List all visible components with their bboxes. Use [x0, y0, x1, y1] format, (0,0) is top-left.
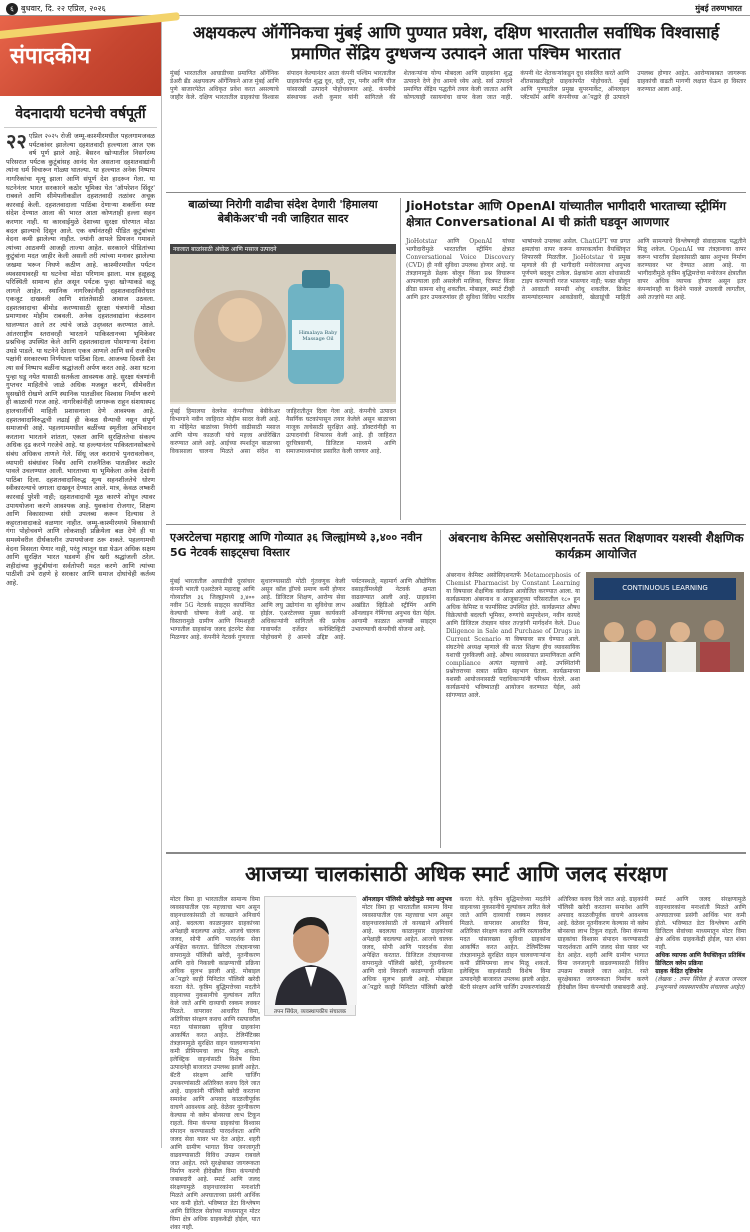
story-headline: आजच्या चालकांसाठी अधिक स्मार्ट आणि जलद संरक्षण	[244, 862, 668, 886]
story-subhead: ऑनलाइन पॉलिसी खरेदीमुळे नवा अनुभव	[362, 896, 452, 903]
story-headline: बाळांच्या निरोगी वाढीचा संदेश देणारी 'हिमालया बेबीकेअर'ची नवी जाहिरात सादर	[188, 198, 378, 225]
story-body: मुंबई हिमालया वेलनेस कंपनीच्या बेबीकेअर विभागाने नवीन जाहिरात मोहीम सादर केली आहे. या मोहिमेत बाळांच्या निरोगी वाढीसाठी मसाज आणि योग्य काळजी यांचे महत्त्व अधोरेखित करण्यात आले आहे. आईच्या स्पर्शातून बाळाच्या विकासाला चालना मिळते असा संदेश या जाहिरातीतून दिला गेला आहे. कंपनीचे उत्पादन नैसर्गिक घटकांपासून तयार केलेले असून बाळाच्या नाजूक त्वचेसाठी सुरक्षित आहे. डॉक्टरांनीही या उत्पादनांची शिफारस केली आहे. ही जाहिरात दूरचित्रवाणी, डिजिटल माध्यमे आणि समाजमाध्यमांवर प्रसारित केली जाणार आहे.	[170, 408, 396, 455]
baby-oil-image	[170, 254, 396, 402]
story-headline: अंबरनाथ केमिस्ट असोसिएशनतर्फे सतत शिक्षणावर यशस्वी शैक्षणिक कार्यक्रम आयोजित	[448, 531, 744, 561]
product-label: Himalaya Baby Massage Oil	[298, 330, 338, 342]
banner-text: CONTINUOUS LEARNING	[622, 584, 708, 592]
event-photo	[586, 572, 744, 672]
column-rule	[400, 198, 401, 520]
column-rule	[440, 530, 441, 848]
divider	[166, 192, 746, 193]
story-body-col1: मोटर विमा हा भारतातील सामान्य विमा व्यवसायातील एक महत्त्वाचा भाग असून वाहनधारकांसाठी तो कायद्याने अनिवार्य आहे. बदलत्या काळानुसार ग्राहकांच्या अपेक्षाही बदलल्या आहेत. आजचे चालक जलद, सोपी आणि पारदर्शक सेवा अपेक्षित करतात. डिजिटल तंत्रज्ञानाच्या वापरामुळे पॉलिसी खरेदी, नूतनीकरण आणि दावे निकाली काढण्याची प्रक्रिया अधिक सुलभ झाली आहे. मोबाइल अॅपद्वारे काही मिनिटांत पॉलिसी खरेदी करता येते. कृत्रिम बुद्धिमत्तेच्या मदतीने वाहनाच्या नुकसानीचे मूल्यांकन त्वरित केले जाते आणि दाव्याची रक्कम लवकर मिळते. वापरावर आधारित विमा, अतिरिक्त संरक्षण कवच आणि रस्त्यावरील मदत यांसारख्या सुविधा ग्राहकांना आकर्षित करत आहेत. टेलिमॅटिक्स तंत्रज्ञानामुळे सुरक्षित वाहन चालवणाऱ्यांना कमी प्रीमियमचा लाभ मिळू शकतो. इलेक्ट्रिक वाहनांसाठी विशेष विमा उत्पादनेही बाजारात उपलब्ध झाली आहेत. बॅटरी संरक्षण आणि चार्जिंग उपकरणांसाठी अतिरिक्त कवच दिले जात आहे. ग्राहकांनी पॉलिसी खरेदी करताना समावेश आणि अपवाद काळजीपूर्वक वाचणे आवश्यक आहे. वेळेवर नूतनीकरण केल्यास नो क्लेम बोनसचा लाभ टिकून राहतो. विमा कंपन्या ग्राहकांचा विश्वास संपादन करण्यासाठी पारदर्शकता आणि जलद सेवा यावर भर देत आहेत. शहरी आणि ग्रामीण भागात विमा जनजागृती वाढवण्यासाठी विविध उपक्रम राबवले जात आहेत. रस्ते सुरक्षेबाबत जागरूकता निर्माण करणे हीदेखील विमा कंपन्यांची जबाबदारी आहे. स्मार्ट आणि जलद संरक्षणामुळे वाहनधारकांना मनःशांती मिळते आणि अपघाताच्या प्रसंगी आर्थिक भार कमी होतो. भविष्यात डेटा विश्लेषण आणि डिजिटल सेवांच्या माध्यमातून मोटर विमा क्षेत्र अधिक ग्राहककेंद्री होईल, यात शंका नाही.	[170, 896, 260, 1231]
page-header	[0, 0, 750, 16]
story-subhead: अधिक व्यापक आणि वैयक्तिकृत प्रतिबिंब	[655, 952, 745, 959]
author-photo	[264, 896, 356, 1016]
story-body: JioHotstar आणि OpenAI यांच्या भागीदारीमुळे भारतातील स्ट्रीमिंग क्षेत्रात Conversational Voice Discovery (CVD) ही नवी सुविधा उपलब्ध होणार आहे. या तंत्रज्ञानामुळे प्रेक्षक बोलून किंवा प्रश्न विचारून आपल्याला हवी असलेली मालिका, चित्रपट किंवा क्रीडा सामना शोधू शकतील. मोबाइल, स्मार्ट टीव्ही आणि इतर उपकरणांवर ही सुविधा विविध भारतीय भाषांमध्ये उपलब्ध असेल. ChatGPT च्या प्रगत क्षमतांचा वापर करून वापरकर्त्यांना वैयक्तिकृत शिफारसी मिळतील. JioHotstar चे प्रमुख म्हणाले की ही भागीदारी मनोरंजनाचा अनुभव पूर्णपणे बदलून टाकेल. प्रेक्षकांना आता शोधासाठी टाइप करण्याची गरज भासणार नाही; फक्त बोलून ते आवडती सामग्री शोधू शकतील. क्रिकेट सामन्यांदरम्यान आकडेवारी, खेळाडूंची माहिती आणि सामन्याचे विश्लेषणही संवादात्मक पद्धतीने मिळू शकेल. OpenAI च्या तंत्रज्ञानाचा वापर करून भारतीय प्रेक्षकांसाठी खास अनुभव निर्माण करण्यावर भर देण्यात आला आहे. या भागीदारीमुळे कृत्रिम बुद्धिमत्तेचा मनोरंजन क्षेत्रातील वापर अधिक व्यापक होणार असून इतर कंपन्यांनाही या दिशेने पावले उचलावी लागतील, असे तज्ज्ञांचे मत आहे.	[406, 238, 746, 301]
portrait-image	[265, 897, 357, 1005]
author-caption: तपन सिंघेल, व्यवस्थापकीय संचालक	[273, 1009, 347, 1015]
drop-cap: २२	[6, 129, 27, 153]
main-content	[166, 16, 750, 1231]
story-body: मोटर विमा हा भारतातील सामान्य विमा व्यवसायातील एक महत्त्वाचा भाग असून वाहनधारकांसाठी तो कायद्याने अनिवार्य आहे. बदलत्या काळानुसार ग्राहकांच्या अपेक्षाही बदलल्या आहेत. आजचे चालक जलद, सोपी आणि पारदर्शक सेवा अपेक्षित करतात. डिजिटल तंत्रज्ञानाच्या वापरामुळे पॉलिसी खरेदी, नूतनीकरण आणि दावे निकाली काढण्याची प्रक्रिया अधिक सुलभ झाली आहे. मोबाइल अॅपद्वारे काही मिनिटांत पॉलिसी खरेदी करता येते. कृत्रिम बुद्धिमत्तेच्या मदतीने वाहनाच्या नुकसानीचे मूल्यांकन त्वरित केले जाते आणि दाव्याची रक्कम लवकर मिळते. वापरावर आधारित विमा, अतिरिक्त संरक्षण कवच आणि रस्त्यावरील मदत यांसारख्या सुविधा ग्राहकांना आकर्षित करत आहेत. टेलिमॅटिक्स तंत्रज्ञानामुळे सुरक्षित वाहन चालवणाऱ्यांना कमी प्रीमियमचा लाभ मिळू शकतो. इलेक्ट्रिक वाहनांसाठी विशेष विमा उत्पादनेही बाजारात उपलब्ध झाली आहेत. बॅटरी संरक्षण आणि चार्जिंग उपकरणांसाठी अतिरिक्त कवच दिले जात आहे. ग्राहकांनी पॉलिसी खरेदी करताना समावेश आणि अपवाद काळजीपूर्वक वाचणे आवश्यक आहे. वेळेवर नूतनीकरण केल्यास नो क्लेम बोनसचा लाभ टिकून राहतो. विमा कंपन्या ग्राहकांचा विश्वास संपादन करण्यासाठी पारदर्शकता आणि जलद सेवा यावर भर देत आहेत. शहरी आणि ग्रामीण भागात विमा जनजागृती वाढवण्यासाठी विविध उपक्रम राबवले जात आहेत. रस्ते सुरक्षेबाबत जागरूकता निर्माण करणे हीदेखील विमा कंपन्यांची जबाबदारी आहे. स्मार्ट आणि जलद संरक्षणामुळे वाहनधारकांना मनःशांती मिळते आणि अपघाताच्या प्रसंगी आर्थिक भार कमी होतो. भविष्यात डेटा विश्लेषण आणि डिजिटल सेवांच्या माध्यमातून मोटर विमा क्षेत्र अधिक ग्राहककेंद्री होईल, यात शंका नाही.	[362, 896, 746, 991]
story-body: मुंबई भारतातील आघाडीची दूरसंचार कंपनी भारती एअरटेलने महाराष्ट्र आणि गोव्यातील ३६ जिल्ह्यांमध्ये ३,४०० नवीन 5G नेटवर्क साइट्स कार्यान्वित केल्याची घोषणा केली आहे. या विस्तारामुळे ग्रामीण आणि निमशहरी भागातील ग्राहकांना जलद इंटरनेट सेवा मिळणार आहे. कंपनीने नेटवर्क गुणवत्ता सुधारण्यासाठी मोठी गुंतवणूक केली असून कॉल ड्रॉपचे प्रमाण कमी होणार आहे. डिजिटल शिक्षण, आरोग्य सेवा आणि लघु उद्योगांना या सुविधेचा लाभ होईल. एअरटेलच्या मुख्य कार्यकारी अधिकाऱ्यांनी सांगितले की प्रत्येक गावापर्यंत दर्जेदार कनेक्टिव्हिटी पोहोचवणे हे आमचे उद्दिष्ट आहे. पर्यटनस्थळे, महामार्ग आणि औद्योगिक वसाहतींमध्येही नेटवर्क क्षमता वाढवण्यात आली आहे. ग्राहकांना अखंडित व्हिडिओ स्ट्रीमिंग आणि ऑनलाइन गेमिंगचा अनुभव घेता येईल. आगामी काळात आणखी साइट्स उभारण्याची कंपनीची योजना आहे.	[170, 578, 436, 641]
divider	[166, 852, 746, 854]
story-body: मुंबई भारतातील आघाडीच्या प्रमाणित ऑर्गेनिक डेअरी ब्रँड अक्षयकल्प ऑर्गेनिकने आज मुंबई आणि पुणे बाजारपेठेत अधिकृत प्रवेश करत असल्याचे जाहीर केले. दक्षिण भारतातील ग्राहकांचा विश्वास संपादन केल्यानंतर आता कंपनी पश्चिम भारतातील ग्राहकांपर्यंत शुद्ध दूध, दही, तूप, पनीर आणि चीज यांसारखी उत्पादने पोहोचवणार आहे. कंपनीचे संस्थापक शशी कुमार यांनी सांगितले की शेतकऱ्यांना योग्य मोबदला आणि ग्राहकांना शुद्ध उत्पादने देणे हेच आमचे ध्येय आहे. सर्व उत्पादने प्रमाणित सेंद्रिय पद्धतीने तयार केली जातात आणि कोणत्याही रसायनांचा वापर केला जात नाही. कंपनी थेट शेतकऱ्यांकडून दूध संकलित करते आणि शीतसाखळीद्वारे ग्राहकांपर्यंत पोहोचवते. मुंबई आणि पुण्यातील प्रमुख सुपरमार्केट, ऑनलाइन प्लॅटफॉर्म आणि कंपनीच्या अॅपद्वारे ही उत्पादने उपलब्ध होणार आहेत. आरोग्याबाबत जागरूक ग्राहकांची वाढती मागणी लक्षात घेऊन हा विस्तार करण्यात आला आहे.	[170, 70, 746, 101]
masthead-title: संपादकीय	[10, 44, 91, 69]
story-body-cols	[362, 896, 746, 1148]
photo-caption: नवजात बाळांसाठी अंघोळ आणि मसाज उत्पादने	[170, 244, 396, 254]
story-body: अंबरनाथ केमिस्ट असोसिएशनतर्फे Metamorphosis of Chemist Pharmacist by Constant Learning या विषयावर शैक्षणिक कार्यक्रम आयोजित करण्यात आला. या कार्यक्रमाला अंबरनाथ व आजूबाजूच्या परिसरातील १८० हून अधिक केमिस्ट व फार्मासिस्ट उपस्थित होते. कार्यक्रमात औषध विक्रेत्यांची बदलती भूमिका, रुग्णांचे समुपदेशन, नवीन कायदे आणि डिजिटल तंत्रज्ञान यांवर तज्ज्ञांनी मार्गदर्शन केले. Due Diligence in Sale and Purchase of Drugs in Current Scenario या विषयावर सत्र घेण्यात आले. संघटनेचे अध्यक्ष म्हणाले की सतत शिक्षण हीच व्यावसायिक यशाची गुरुकिल्ली आहे. औषध व्यवसायात प्रामाणिकता आणि compliance अत्यंत महत्त्वाचे आहे. उपस्थितांनी प्रश्नोत्तराच्या सत्रात सक्रिय सहभाग घेतला. कार्यक्रमाच्या यशस्वी आयोजनासाठी पदाधिकाऱ्यांनी परिश्रम घेतले. अशा कार्यक्रमांचे भविष्यातही आयोजन करण्यात येईल, असे सांगण्यात आले.	[446, 572, 580, 699]
story-headline: JioHotstar आणि OpenAI यांच्यातील भागीदारी भारताच्या स्ट्रीमिंग क्षेत्रात Conversational AI ची क्रांती घडवून आणणार	[406, 199, 727, 229]
page-number: ६	[6, 3, 18, 15]
editorial-column	[0, 16, 162, 1148]
editorial-masthead	[0, 16, 161, 96]
pencil-icon	[0, 12, 180, 40]
story-subhead: ग्राहक केंद्रित दृष्टिकोन	[655, 968, 703, 975]
product-photo	[170, 244, 396, 404]
editorial-body: २२ एप्रिल २०२५ रोजी जम्मू-काश्मीरमधील पहलगामजवळ पर्यटकांवर झालेल्या दहशतवादी हल्ल्याला आज एक वर्ष पूर्ण झाले आहे. बैसरन खोऱ्यातील निसर्गरम्य परिसरात पर्यटक कुटुंबांसह आनंद घेत असताना दहशतवाद्यांनी त्यांना धर्म विचारून गोळ्या घातल्या. या हल्ल्यात अनेक निष्पाप नागरिकांचा मृत्यू झाला आणि संपूर्ण देश हादरून गेला. या घटनेनंतर भारत सरकारने कठोर भूमिका घेत 'ऑपरेशन सिंदूर' राबवले आणि सीमेपलीकडील दहशतवादी तळांवर अचूक कारवाई केली. दहशतवादाला पाठिंबा देणाऱ्या शक्तींना स्पष्ट संदेश देण्यात आला की भारत आता कोणताही हल्ला सहन करणार नाही. या कारवाईमुळे देशाच्या सुरक्षा धोरणात मोठा बदल झाल्याचे दिसून आले. एक वर्षानंतरही पीडित कुटुंबांच्या वेदना कमी झालेल्या नाहीत. ज्यांनी आपले प्रियजन गमावले त्यांच्या आठवणी आजही ताज्या आहेत. सरकारने पीडितांच्या कुटुंबांना मदत जाहीर केली असली तरी त्यांच्या मनावर झालेल्या जखमा भरून निघणे कठीण आहे. काश्मीरमधील पर्यटन व्यवसायावरही या घटनेचा मोठा परिणाम झाला. मात्र हळूहळू परिस्थिती सामान्य होत असून पर्यटक पुन्हा खोऱ्याकडे वळू लागले आहेत. स्थानिक नागरिकांनीही दहशतवादाविरोधात एकजूट दाखवली आणि शांततेसाठी आवाज उठवला. दहशतवादाचा बीमोड करण्यासाठी सुरक्षा यंत्रणांनी मोठ्या प्रमाणावर मोहीम राबवली. अनेक दहशतवाद्यांना कंठस्नान घालण्यात आले तर त्यांचे जाळे उद्ध्वस्त करण्यात आले. आंतरराष्ट्रीय स्तरावरही भारताने पाकिस्तानच्या भूमिकेवर प्रश्नचिन्ह उपस्थित केले आणि दहशतवादाला पोसणाऱ्या देशांना उघडे पाडले. या घटनेने देशाला एकत्र आणले आणि सर्व राजकीय पक्षांनी सरकारच्या निर्णयाला पाठिंबा दिला. आजच्या दिवशी देश त्या सर्व निष्पाप बळींना श्रद्धांजली अर्पण करत आहे. अशा घटना पुन्हा घडू नयेत यासाठी सतर्कता आवश्यक आहे. सुरक्षा यंत्रणांनी गुप्तचर माहितीचे जाळे अधिक मजबूत करणे, सीमेवरील घुसखोरी रोखणे आणि स्थानिक पातळीवर विश्वास निर्माण करणे ही काळाची गरज आहे. नागरिकांनीही जागरूक राहून संशयास्पद हालचालींची माहिती प्रशासनाला देणे आवश्यक आहे. दहशतवादाविरुद्धची लढाई ही केवळ सैन्याची नसून संपूर्ण समाजाची आहे. पहलगाममधील बळींच्या स्मृतीला अभिवादन करताना भारताने शांतता, एकता आणि सुरक्षिततेचा संकल्प अधिक दृढ करणे गरजेचे आहे. या हल्ल्यानंतर पाकिस्तानसोबतचे संबंध अधिकच ताणले गेले. सिंधू जल कराराचे पुनरावलोकन, व्यापारी संबंधांवर निर्बंध आणि राजनैतिक पातळीवर कठोर पावले उचलण्यात आली. भारताच्या या भूमिकेला अनेक देशांनी पाठिंबा दिला. दहशतवादाविरुद्ध शून्य सहनशीलतेचे धोरण स्वीकारल्याचे जगाला दाखवून देण्यात आले. मात्र, केवळ लष्करी कारवाई पुरेशी नाही; दहशतवादाची मूळ कारणे शोधून त्यावर उपाययोजना करणे आवश्यक आहे. युवकांना रोजगार, शिक्षण आणि विकासाच्या संधी उपलब्ध करून दिल्यास ते कट्टरतावादाकडे वळणार नाहीत. जम्मू-काश्मीरमध्ये विकासाची गंगा पोहोचवणे आणि लोकशाही प्रक्रियेला बळ देणे ही या समस्येवरील दीर्घकालीन उपाययोजना ठरू शकते. पहलगामची वेदना विसरता येणार नाही, परंतु त्यातून धडा घेऊन अधिक सक्षम आणि सुरक्षित भारत घडवणे हीच खरी श्रद्धांजली ठरेल. शहीदांच्या कुटुंबीयांना सर्वतोपरी मदत करणे आणि त्यांच्या पाठीशी उभे राहणे हे सरकार आणि समाज दोघांचेही कर्तव्य आहे.	[6, 129, 155, 587]
divider	[166, 524, 746, 525]
story-headline: एअरटेलचा महाराष्ट्र आणि गोव्यात ३६ जिल्ह्यांमध्ये ३,४०० नवीन 5G नेटवर्क साइट्सचा विस्तार	[170, 531, 423, 559]
dateline: ६ बुधवार, दि. २२ एप्रिल, २०२६	[6, 3, 106, 15]
paper-name: मुंबई तरुणभारत	[695, 3, 742, 13]
story-headline: अक्षयकल्प ऑर्गेनिकचा मुंबई आणि पुण्यात प्रवेश, दक्षिण भारतातील सर्वाधिक विश्वासार्ह प्रमाणित सेंद्रिय दुग्धजन्य उत्पादने आता पश्चिम भारतात	[192, 23, 720, 63]
editorial-title: वेदनादायी घटनेची वर्षपूर्ती	[4, 96, 157, 128]
byline: (लेखक : तपन सिंघेल हे बजाज जनरल इन्शुरन्सचे व्यवस्थापकीय संचालक आहेत)	[655, 976, 746, 991]
story-subhead: डिजिटल क्लेम प्रक्रिया	[655, 960, 703, 967]
